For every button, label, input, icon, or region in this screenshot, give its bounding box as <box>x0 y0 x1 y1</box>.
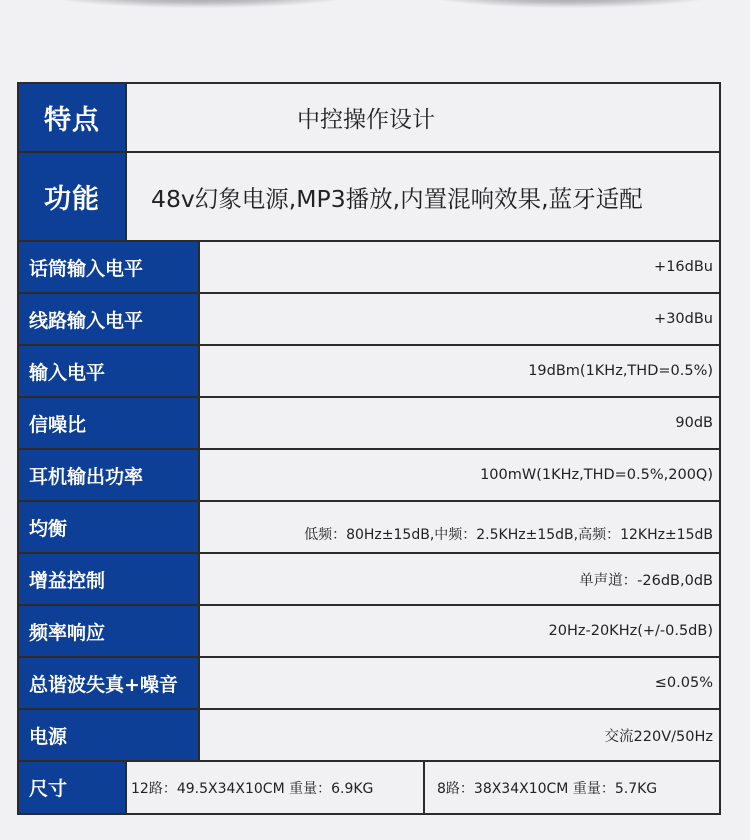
spec-label: 频率响应 <box>19 606 200 656</box>
spec-value: 100mW(1KHz,THD=0.5%,200Q) <box>480 467 713 483</box>
spec-value: +16dBu <box>654 259 713 275</box>
spec-value: ≤0.05% <box>654 675 713 691</box>
product-shadow-right <box>420 0 720 8</box>
spec-row-thd-noise <box>19 658 719 710</box>
spec-value: 19dBm(1KHz,THD=0.5%) <box>528 363 713 379</box>
spec-table <box>17 82 721 815</box>
spec-label: 话筒输入电平 <box>19 242 200 292</box>
spec-row-input-level <box>19 346 719 398</box>
spec-value: 90dB <box>675 415 713 431</box>
spec-value: 低频：80Hz±15dB,中频：2.5KHz±15dB,高频：12KHz±15dB <box>304 527 713 543</box>
spec-value: 交流220V/50Hz <box>604 728 713 745</box>
size-value-8ch: 8路：38X34X10CM 重量：5.7KG <box>437 780 658 797</box>
spec-label: 增益控制 <box>19 554 200 604</box>
spec-label: 输入电平 <box>19 346 200 396</box>
spec-row-equalizer <box>19 502 719 554</box>
product-shadow-left <box>40 0 360 8</box>
functions-label: 功能 <box>19 153 127 240</box>
spec-value: 单声道：-26dB,0dB <box>579 572 713 589</box>
spec-row-frequency-response <box>19 606 719 658</box>
spec-row-dimensions <box>19 762 719 813</box>
spec-row-headphone-power <box>19 450 719 502</box>
spec-row-gain-control <box>19 554 719 606</box>
spec-label: 耳机输出功率 <box>19 450 200 500</box>
spec-row-line-input-level <box>19 294 719 346</box>
spec-row-mic-input-level <box>19 242 719 294</box>
spec-value: 20Hz-20KHz(+/-0.5dB) <box>548 623 713 639</box>
spec-row-snr <box>19 398 719 450</box>
spec-label: 电源 <box>19 710 200 760</box>
features-value: 中控操作设计 <box>297 107 435 133</box>
spec-label: 线路输入电平 <box>19 294 200 344</box>
spec-row-power-supply <box>19 710 719 762</box>
spec-label: 信噪比 <box>19 398 200 448</box>
size-value-12ch: 12路：49.5X34X10CM 重量：6.9KG <box>127 762 425 813</box>
functions-row <box>19 153 719 242</box>
functions-value: 48v幻象电源,MP3播放,内置混响效果,蓝牙适配 <box>151 184 643 213</box>
size-label: 尺寸 <box>19 762 127 813</box>
features-row <box>19 84 719 153</box>
spec-value: +30dBu <box>654 311 713 327</box>
features-label: 特点 <box>19 84 127 151</box>
spec-label: 总谐波失真+噪音 <box>19 658 200 708</box>
spec-label: 均衡 <box>19 502 200 552</box>
